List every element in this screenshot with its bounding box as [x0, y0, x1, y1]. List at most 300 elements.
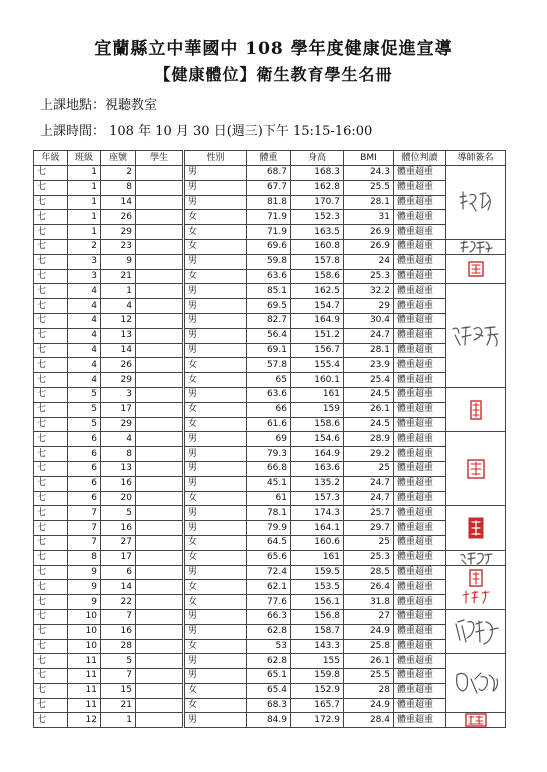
result-cell: 體重超重: [394, 180, 446, 195]
height-cell: 164.1: [291, 521, 344, 536]
teacher-signature-cell: [446, 550, 506, 565]
bmi-cell: 30.4: [344, 313, 394, 328]
class-cell: 1: [68, 210, 101, 225]
height-cell: 164.9: [291, 313, 344, 328]
grade-cell: 七: [34, 654, 68, 669]
student-cell: [136, 550, 184, 565]
class-cell: 1: [68, 180, 101, 195]
bmi-cell: 25: [344, 535, 394, 550]
weight-cell: 81.8: [247, 195, 291, 210]
gender-cell: 女: [184, 683, 247, 698]
document-subtitle: 【健康體位】衛生教育學生名冊: [154, 65, 393, 84]
table-row: [34, 373, 506, 388]
seat-cell: 17: [101, 402, 136, 417]
result-cell: 體重超重: [394, 609, 446, 624]
bmi-cell: 24.3: [344, 166, 394, 181]
weight-cell: 84.9: [247, 713, 291, 728]
teacher-signature-cell: [446, 284, 506, 388]
table-row: [34, 624, 506, 639]
seat-cell: 26: [101, 358, 136, 373]
bmi-cell: 28.4: [344, 713, 394, 728]
grade-cell: 七: [34, 387, 68, 402]
grade-cell: 七: [34, 624, 68, 639]
seat-cell: 23: [101, 239, 136, 254]
seat-cell: 16: [101, 521, 136, 536]
seat-cell: 4: [101, 432, 136, 447]
student-cell: [136, 387, 184, 402]
result-cell: 體重超重: [394, 639, 446, 654]
height-cell: 151.2: [291, 328, 344, 343]
weight-cell: 66: [247, 402, 291, 417]
class-cell: 4: [68, 328, 101, 343]
table-row: [34, 402, 506, 417]
result-cell: 體重超重: [394, 461, 446, 476]
height-cell: 170.7: [291, 195, 344, 210]
seat-cell: 14: [101, 580, 136, 595]
height-cell: 156.8: [291, 609, 344, 624]
teacher-signature: [450, 323, 502, 349]
table-row: [34, 565, 506, 580]
weight-cell: 65: [247, 373, 291, 388]
class-cell: 6: [68, 447, 101, 462]
student-cell: [136, 299, 184, 314]
column-header-weight: 體重: [247, 151, 291, 166]
height-cell: 159: [291, 402, 344, 417]
height-cell: 143.3: [291, 639, 344, 654]
student-cell: [136, 269, 184, 284]
student-cell: [136, 461, 184, 476]
weight-cell: 65.4: [247, 683, 291, 698]
weight-cell: 79.3: [247, 447, 291, 462]
teacher-signature-cell: [446, 166, 506, 240]
weight-cell: 77.6: [247, 595, 291, 610]
gender-cell: 男: [184, 506, 247, 521]
seat-cell: 29: [101, 225, 136, 240]
result-cell: 體重超重: [394, 269, 446, 284]
height-cell: 161: [291, 550, 344, 565]
seat-cell: 14: [101, 343, 136, 358]
class-cell: 11: [68, 669, 101, 684]
seat-cell: 7: [101, 609, 136, 624]
weight-cell: 69.6: [247, 239, 291, 254]
seat-cell: 22: [101, 595, 136, 610]
table-row: [34, 698, 506, 713]
gender-cell: 男: [184, 328, 247, 343]
result-cell: 體重超重: [394, 284, 446, 299]
student-cell: [136, 595, 184, 610]
teacher-seal-stamp: [459, 569, 493, 605]
table-row: [34, 550, 506, 565]
class-cell: 5: [68, 417, 101, 432]
bmi-cell: 24.7: [344, 328, 394, 343]
seat-cell: 7: [101, 669, 136, 684]
teacher-signature: [453, 669, 499, 697]
weight-cell: 56.4: [247, 328, 291, 343]
table-header-row: [34, 151, 506, 166]
seat-cell: 5: [101, 654, 136, 669]
grade-cell: 七: [34, 432, 68, 447]
bmi-cell: 24: [344, 254, 394, 269]
weight-cell: 62.8: [247, 654, 291, 669]
class-cell: 5: [68, 402, 101, 417]
result-cell: 體重超重: [394, 254, 446, 269]
grade-cell: 七: [34, 373, 68, 388]
result-cell: 體重超重: [394, 447, 446, 462]
gender-cell: 女: [184, 698, 247, 713]
grade-cell: 七: [34, 402, 68, 417]
grade-cell: 七: [34, 239, 68, 254]
result-cell: 體重超重: [394, 506, 446, 521]
class-cell: 10: [68, 624, 101, 639]
result-cell: 體重超重: [394, 550, 446, 565]
grade-cell: 七: [34, 210, 68, 225]
table-row: [34, 609, 506, 624]
gender-cell: 男: [184, 432, 247, 447]
gender-cell: 女: [184, 269, 247, 284]
result-cell: 體重超重: [394, 387, 446, 402]
seat-cell: 17: [101, 550, 136, 565]
class-cell: 6: [68, 461, 101, 476]
teacher-signature: [456, 189, 496, 215]
column-header-signature: 導師簽名: [446, 151, 506, 166]
result-cell: 體重超重: [394, 225, 446, 240]
height-cell: 158.6: [291, 417, 344, 432]
teacher-signature-cell: [446, 654, 506, 713]
height-cell: 155.4: [291, 358, 344, 373]
height-cell: 165.7: [291, 698, 344, 713]
seat-cell: 28: [101, 639, 136, 654]
table-row: [34, 683, 506, 698]
height-cell: 162.5: [291, 284, 344, 299]
gender-cell: 男: [184, 654, 247, 669]
class-cell: 6: [68, 491, 101, 506]
student-cell: [136, 328, 184, 343]
result-cell: 體重超重: [394, 343, 446, 358]
table-row: [34, 476, 506, 491]
seat-cell: 6: [101, 565, 136, 580]
result-cell: 體重超重: [394, 417, 446, 432]
result-cell: 體重超重: [394, 683, 446, 698]
weight-cell: 71.9: [247, 210, 291, 225]
gender-cell: 女: [184, 373, 247, 388]
column-header-height: 身高: [291, 151, 344, 166]
bmi-cell: 25.3: [344, 550, 394, 565]
result-cell: 體重超重: [394, 713, 446, 728]
column-header-student: 學生: [136, 151, 184, 166]
column-header-gender: 性別: [184, 151, 247, 166]
gender-cell: 女: [184, 210, 247, 225]
weight-cell: 66.8: [247, 461, 291, 476]
height-cell: 161: [291, 387, 344, 402]
class-cell: 8: [68, 550, 101, 565]
gender-cell: 女: [184, 535, 247, 550]
weight-cell: 61.6: [247, 417, 291, 432]
table-row: [34, 432, 506, 447]
seat-cell: 1: [101, 713, 136, 728]
grade-cell: 七: [34, 358, 68, 373]
column-header-result: 體位判讀: [394, 151, 446, 166]
bmi-cell: 28.9: [344, 432, 394, 447]
result-cell: 體重超重: [394, 595, 446, 610]
grade-cell: 七: [34, 225, 68, 240]
student-cell: [136, 713, 184, 728]
table-row: [34, 284, 506, 299]
height-cell: 157.8: [291, 254, 344, 269]
seat-cell: 26: [101, 210, 136, 225]
student-cell: [136, 521, 184, 536]
roster-body: [34, 166, 506, 728]
class-cell: 11: [68, 654, 101, 669]
table-row: [34, 343, 506, 358]
seat-cell: 12: [101, 313, 136, 328]
bmi-cell: 25.8: [344, 639, 394, 654]
table-row: [34, 491, 506, 506]
weight-cell: 63.6: [247, 269, 291, 284]
height-cell: 159.8: [291, 669, 344, 684]
student-cell: [136, 358, 184, 373]
gender-cell: 男: [184, 284, 247, 299]
seat-cell: 5: [101, 506, 136, 521]
result-cell: 體重超重: [394, 521, 446, 536]
seat-cell: 13: [101, 328, 136, 343]
weight-cell: 62.1: [247, 580, 291, 595]
weight-cell: 64.5: [247, 535, 291, 550]
table-row: [34, 166, 506, 181]
height-cell: 160.1: [291, 373, 344, 388]
height-cell: 135.2: [291, 476, 344, 491]
weight-cell: 68.3: [247, 698, 291, 713]
table-row: [34, 506, 506, 521]
student-cell: [136, 254, 184, 269]
weight-cell: 65.1: [247, 669, 291, 684]
seat-cell: 9: [101, 254, 136, 269]
column-header-seat: 座號: [101, 151, 136, 166]
seat-cell: 3: [101, 387, 136, 402]
class-cell: 7: [68, 521, 101, 536]
gender-cell: 男: [184, 299, 247, 314]
student-cell: [136, 210, 184, 225]
height-cell: 159.5: [291, 565, 344, 580]
student-cell: [136, 698, 184, 713]
class-location: 上課地點：視聽教室: [40, 98, 158, 113]
height-cell: 157.3: [291, 491, 344, 506]
seat-cell: 27: [101, 535, 136, 550]
grade-cell: 七: [34, 550, 68, 565]
seat-cell: 16: [101, 624, 136, 639]
class-cell: 4: [68, 284, 101, 299]
seat-cell: 1: [101, 284, 136, 299]
gender-cell: 女: [184, 417, 247, 432]
seat-cell: 13: [101, 461, 136, 476]
grade-cell: 七: [34, 417, 68, 432]
grade-cell: 七: [34, 195, 68, 210]
result-cell: 體重超重: [394, 432, 446, 447]
weight-cell: 57.8: [247, 358, 291, 373]
student-cell: [136, 535, 184, 550]
teacher-signature-cell: [446, 565, 506, 609]
result-cell: 體重超重: [394, 535, 446, 550]
grade-cell: 七: [34, 447, 68, 462]
table-row: [34, 358, 506, 373]
weight-cell: 63.6: [247, 387, 291, 402]
result-cell: 體重超重: [394, 565, 446, 580]
height-cell: 174.3: [291, 506, 344, 521]
gender-cell: 女: [184, 239, 247, 254]
gender-cell: 男: [184, 669, 247, 684]
result-cell: 體重超重: [394, 195, 446, 210]
class-cell: 10: [68, 639, 101, 654]
grade-cell: 七: [34, 521, 68, 536]
class-cell: 1: [68, 195, 101, 210]
student-cell: [136, 284, 184, 299]
teacher-seal-stamp: [469, 400, 483, 420]
height-cell: 152.9: [291, 683, 344, 698]
bmi-cell: 27: [344, 609, 394, 624]
class-cell: 12: [68, 713, 101, 728]
bmi-cell: 25: [344, 461, 394, 476]
student-cell: [136, 180, 184, 195]
seat-cell: 20: [101, 491, 136, 506]
weight-cell: 65.6: [247, 550, 291, 565]
weight-cell: 78.1: [247, 506, 291, 521]
grade-cell: 七: [34, 254, 68, 269]
student-cell: [136, 609, 184, 624]
result-cell: 體重超重: [394, 299, 446, 314]
height-cell: 154.7: [291, 299, 344, 314]
result-cell: 體重超重: [394, 669, 446, 684]
class-cell: 4: [68, 313, 101, 328]
student-cell: [136, 343, 184, 358]
height-cell: 163.6: [291, 461, 344, 476]
seat-cell: 21: [101, 269, 136, 284]
bmi-cell: 25.5: [344, 180, 394, 195]
height-cell: 155: [291, 654, 344, 669]
grade-cell: 七: [34, 506, 68, 521]
teacher-signature: [458, 550, 494, 566]
weight-cell: 79.9: [247, 521, 291, 536]
bmi-cell: 29.7: [344, 521, 394, 536]
grade-cell: 七: [34, 269, 68, 284]
gender-cell: 女: [184, 491, 247, 506]
height-cell: 160.6: [291, 535, 344, 550]
seat-cell: 8: [101, 180, 136, 195]
table-row: [34, 580, 506, 595]
teacher-seal-stamp: [467, 261, 485, 277]
gender-cell: 女: [184, 550, 247, 565]
table-row: [34, 254, 506, 269]
bmi-cell: 24.9: [344, 624, 394, 639]
teacher-signature-cell: [446, 239, 506, 254]
weight-cell: 62.8: [247, 624, 291, 639]
bmi-cell: 24.5: [344, 417, 394, 432]
seat-cell: 29: [101, 417, 136, 432]
height-cell: 152.3: [291, 210, 344, 225]
weight-cell: 71.9: [247, 225, 291, 240]
seat-cell: 4: [101, 299, 136, 314]
student-cell: [136, 683, 184, 698]
table-row: [34, 639, 506, 654]
result-cell: 體重超重: [394, 313, 446, 328]
bmi-cell: 24.7: [344, 476, 394, 491]
student-cell: [136, 195, 184, 210]
class-cell: 2: [68, 239, 101, 254]
grade-cell: 七: [34, 299, 68, 314]
document-title: 宜蘭縣立中華國中 108 學年度健康促進宣導: [94, 39, 453, 59]
teacher-signature: [458, 239, 494, 255]
grade-cell: 七: [34, 313, 68, 328]
bmi-cell: 31.8: [344, 595, 394, 610]
student-roster-table: [33, 150, 506, 728]
gender-cell: 女: [184, 595, 247, 610]
gender-cell: 女: [184, 639, 247, 654]
weight-cell: 85.1: [247, 284, 291, 299]
gender-cell: 男: [184, 254, 247, 269]
gender-cell: 女: [184, 358, 247, 373]
class-cell: 3: [68, 254, 101, 269]
bmi-cell: 25.3: [344, 269, 394, 284]
height-cell: 156.1: [291, 595, 344, 610]
bmi-cell: 28.1: [344, 343, 394, 358]
gender-cell: 男: [184, 565, 247, 580]
bmi-cell: 26.1: [344, 654, 394, 669]
gender-cell: 男: [184, 521, 247, 536]
grade-cell: 七: [34, 328, 68, 343]
bmi-cell: 24.9: [344, 698, 394, 713]
gender-cell: 男: [184, 447, 247, 462]
height-cell: 168.3: [291, 166, 344, 181]
result-cell: 體重超重: [394, 328, 446, 343]
seat-cell: 21: [101, 698, 136, 713]
table-row: [34, 299, 506, 314]
class-time: 上課時間： 108 年 10 月 30 日(週三)下午 15:15-16:00: [40, 124, 373, 139]
student-cell: [136, 624, 184, 639]
class-cell: 1: [68, 225, 101, 240]
result-cell: 體重超重: [394, 373, 446, 388]
teacher-signature-cell: [446, 713, 506, 728]
table-row: [34, 313, 506, 328]
height-cell: 172.9: [291, 713, 344, 728]
table-row: [34, 595, 506, 610]
gender-cell: 男: [184, 713, 247, 728]
table-row: [34, 239, 506, 254]
height-cell: 158.6: [291, 269, 344, 284]
student-cell: [136, 447, 184, 462]
seat-cell: 15: [101, 683, 136, 698]
result-cell: 體重超重: [394, 580, 446, 595]
bmi-cell: 26.1: [344, 402, 394, 417]
teacher-seal-stamp: [465, 713, 487, 727]
gender-cell: 男: [184, 195, 247, 210]
class-cell: 11: [68, 683, 101, 698]
grade-cell: 七: [34, 535, 68, 550]
weight-cell: 45.1: [247, 476, 291, 491]
table-row: [34, 180, 506, 195]
table-row: [34, 669, 506, 684]
bmi-cell: 29.2: [344, 447, 394, 462]
result-cell: 體重超重: [394, 402, 446, 417]
result-cell: 體重超重: [394, 654, 446, 669]
height-cell: 158.7: [291, 624, 344, 639]
gender-cell: 男: [184, 166, 247, 181]
result-cell: 體重超重: [394, 491, 446, 506]
class-cell: 4: [68, 373, 101, 388]
seat-cell: 16: [101, 476, 136, 491]
student-cell: [136, 225, 184, 240]
teacher-signature: [452, 616, 500, 648]
result-cell: 體重超重: [394, 210, 446, 225]
bmi-cell: 26.4: [344, 580, 394, 595]
table-row: [34, 225, 506, 240]
